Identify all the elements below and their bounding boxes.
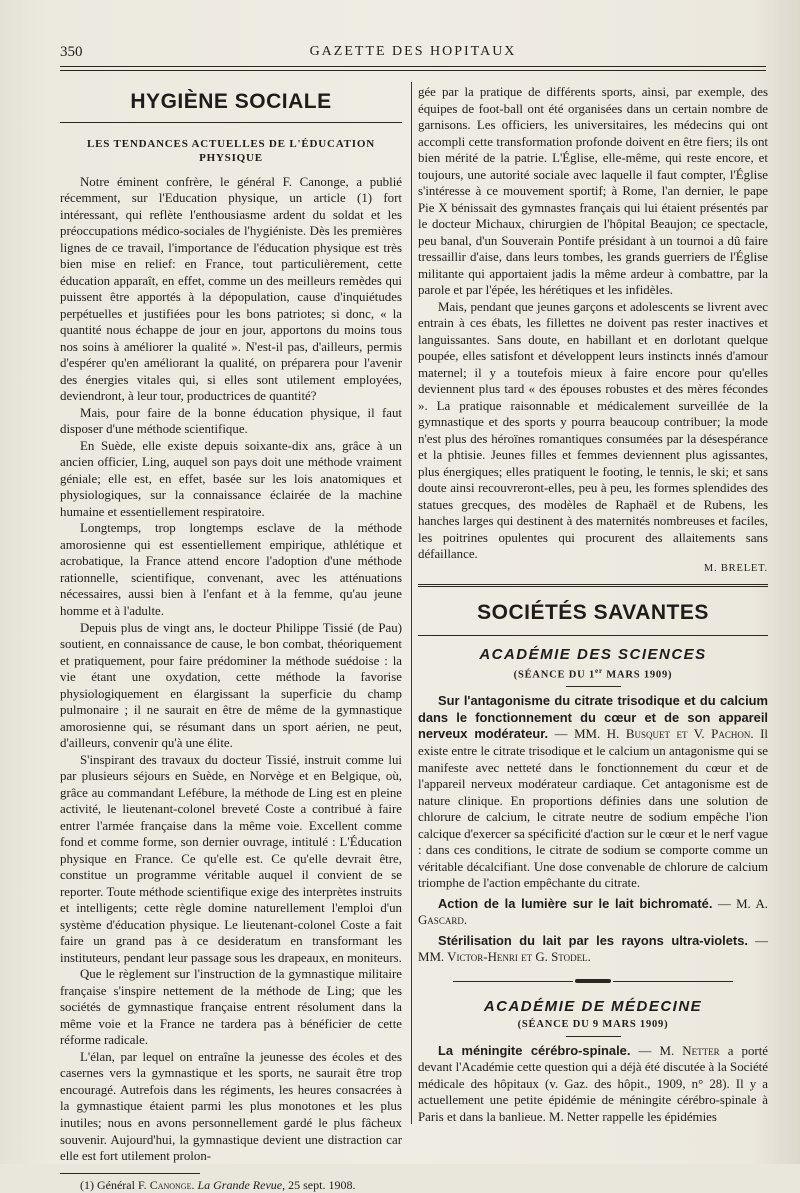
item-title: Action de la lumière sur le lait bichromaté. bbox=[438, 895, 713, 911]
article-title: LES TENDANCES ACTUELLES DE L'ÉDUCATION PHYSIQUE bbox=[87, 138, 375, 165]
item-title: La méningite cérébro-spinale. bbox=[438, 1042, 631, 1058]
item-body: a porté devant l'Académie cette question qui a déjà été discutée à la Société médicale des hôpitaux (v. Gaz. des hôpit., 1909, n° 28). Il y a actuellement une petite épidémie de méningite cérébro-spinale à Paris et dans la banlieue. M. Netter rappelle les épidémies bbox=[418, 1043, 768, 1124]
paragraph: En Suède, elle existe depuis soixante-dix ans, grâce à un ancien officier, Ling, auquel son pays doit une méthode vraiment géniale; elle est, en effet, basée sur les lois anatomiques et physiologiques, sur la connaissance éclairée de la machine humaine et essentiellement respiratoire. bbox=[60, 438, 402, 519]
paragraph: S'inspirant des travaux du docteur Tissié, instruit comme lui par plusieurs séjours en Suède, en Norvège et en Belgique, où, grâce au commandant Lefébure, la méthode de Ling est en pleine activité, le lieutenant-colonel breveté Coste a contribué à faire entrer l'armée française dans la même voie. Excellent comme fond et comme forme, son dernier ouvrage, intitulé : L'Éducation physique en France. Ce qu'elle est. Ce qu'elle devrait être, constitue un programme véritable auquel il convient de se reporter. Toute méthode scientifique exige des interprètes instruits et intelligents; cette règle domine naturellement l'emploi d'un système d'éducation physique. Le lieutenant-colonel Coste a fait faire un grand pas à ce desideratum en transformant les instituteurs, pendant leur passage sous les drapeaux, en moniteurs. bbox=[60, 752, 402, 965]
section-title-rule bbox=[418, 635, 768, 636]
right-column bbox=[418, 84, 768, 1125]
item-body: Il existe entre le citrate trisodique et le calcium un antagonisme qui se manifeste avec netteté dans le fonctionnement du cœur et de l'appareil nerveux modérateur cardiaque. Cet antagonisme est de nature clinique. En proportions définies dans une solution de chlorure de calcium, le citrate neutre de sodium empêche l'ion calcique d'exercer sa spécificité d'action sur le cœur et le nerf vague : dans ces conditions, le citrate de sodium se comporte comme un véritable décalcifiant. Une dose convenable de chlorure de calcium triomphe de l'action empêchante du citrate. bbox=[418, 727, 769, 891]
footnote-source: La Grande Revue bbox=[197, 1177, 283, 1192]
footnote-suffix: , 25 sept. 1908. bbox=[282, 1177, 356, 1192]
footnote-prefix: (1) Général F. bbox=[80, 1177, 150, 1192]
page-header bbox=[60, 40, 766, 66]
paragraph: Depuis plus de vingt ans, le docteur Philippe Tissié (de Pau) soutient, en connaissance de cause, le bon combat, théoriquement et pratiquement, pour faire prédominer la méthode suédoise : la vie étant une oxydation, cette méthode la favorise physiologiquement en élargissant la superficie du champ pulmonaire ; il ne saurait en être de même de la gymnastique amorosienne qui, se résumant dans un sport aérien, ne peut, d'ailleurs, convenir qu'à une élite. bbox=[60, 620, 402, 751]
ornament-divider bbox=[418, 972, 768, 990]
seance-date-pre: (SÉANCE DU 1 bbox=[513, 669, 596, 681]
communication-item bbox=[418, 933, 768, 966]
paragraph: Longtemps, trop longtemps esclave de la méthode amorosienne qui est essentiellement empirique, athlétique et acrobatique, la France attend encore l'adoption d'une méthode rationnelle, scientifique, convenant, avec les atténuations nécessaires, aussi bien à l'enfant et à la femme, qu'au jeune homme et à l'adulte. bbox=[60, 521, 402, 618]
item-title: Sur l'antagonisme du citrate trisodique et du calcium dans le fonctionnement du cœur et de son appareil nerveux modérateur. bbox=[418, 693, 768, 742]
footnote-rule bbox=[60, 1173, 200, 1174]
communication-item bbox=[418, 1043, 768, 1126]
short-rule bbox=[566, 686, 621, 687]
paragraph: L'élan, par lequel on entraîne la jeunesse des écoles et des casernes vers la gymnastique et les sports, ne saurait être trop encouragé. Autrefois dans les régiments, les heures consacrées à la gymnastique étaient parmi les plus monotones et les plus inutiles; nous en avons personnellement gardé le plus fâcheux souvenir. Aujourd'hui, la gymnastique devient une distraction car elle est fort utilement prolon- bbox=[60, 1049, 402, 1164]
journal-title: GAZETTE DES HOPITAUX bbox=[309, 44, 517, 59]
item-title: Stérilisation du lait par les rayons ultra-violets. bbox=[438, 932, 748, 948]
seance-date-sup: er bbox=[595, 666, 603, 675]
item-authors: — M. A. Gascard. bbox=[418, 896, 768, 928]
item-authors: — M. Netter bbox=[630, 1043, 720, 1058]
seance-date-post: MARS 1909) bbox=[602, 669, 673, 681]
seance-date bbox=[418, 667, 768, 681]
footnote-author: Canonge bbox=[149, 1177, 192, 1192]
section-title-rule bbox=[60, 122, 402, 123]
paragraph: Notre éminent confrère, le général F. Canonge, a publié récemment, sur l'Education physique, un article (1) fort intéressant, qui reflète l'enthousiasme ardent du soldat et les préoccupations médico-sociales de l'hygiéniste. Dès les premières lignes de ce travail, l'importance de l'éducation physique est très bien mise en relief: en France, tout particulièrement, cette éducation apparaît, en effet, comme un des meilleurs remèdes qui puissent être apportés à la dépopulation, cause d'inquiétudes perpétuelles et justifiées pour les bons patriotes; si donc, « la quantité nous échappe de jour en jour, apportons du moins tous nos soins à améliorer la qualité ». N'est-il pas, d'ailleurs, permis d'espérer qu'en améliorant la qualité, on préparera pour l'avenir des énergies vitales qui, si elles sont utilement employées, deviendront, à leur tour, productrices de quantité? bbox=[60, 174, 402, 404]
paragraph: Mais, pendant que jeunes garçons et adolescents se livrent avec entrain à ces ébats, les fillettes ne doivent pas rester inactives et languissantes. Sans doute, en habillant et en dorlotant quelque poupée, elles satisfont et développent leurs instincts innés d'amour maternel; il y a toutefois mieux à faire encore pour qu'elles deviennent plus tard « des épouses robustes et des mères fécondes ». La pratique raisonnable et médicalement surveillée de la gymnastique et des sports y pourra beaucoup contribuer; la mode n'est plus des héroïnes romantiques consumées par la désespérance et la phtisie. Jeunes filles et femmes deviennent plus agissantes, plus énergiques; elles pratiquent le footing, le tennis, le ski; et sans doute ainsi recouvreront-elles, peu à peu, les formes splendides des statues grecques, des modèles de Raphaël et de Rubens, les hanches larges qui destinent à des maternités nombreuses et faciles, les poitrines opulentes qui procurent des allaitements sans défaillance. bbox=[418, 299, 768, 562]
academy-medecine-title: ACADÉMIE DE MÉDECINE bbox=[483, 997, 703, 1015]
paragraph: gée par la pratique de différents sports, ainsi, par exemple, des équipes de foot-ball ont été organisées dans un certain nombre de garnisons. Les officiers, les universitaires, les médecins qui ont accompli cette transformation profonde doivent en être fiers; ils ont bien mérité de la patrie. L'Église, elle-même, qui reste encore, et toujours, une autorité sociale avec laquelle il faut compter, l'Église s'intéresse à ce mouvement sportif; à Rome, l'an dernier, le pape Pie X bénissait des gymnastes français qui lui étaient présentés par le docteur Michaux, chirurgien de l'hôpital Beaujon; ce spectacle, peu banal, d'un Souverain Pontife présidant à un tournoi a dû faire tressaillir d'aise, dans leurs tombes, les grands guerriers de l'Église militante qui apportaient jadis la même ardeur à combattre, par la parole et par l'épée, les hérétiques et les infidèles. bbox=[418, 85, 768, 298]
academy-sciences-title: ACADÉMIE DES SCIENCES bbox=[479, 645, 707, 663]
communication-item bbox=[418, 896, 768, 929]
header-rule-2 bbox=[60, 70, 766, 71]
communication-item bbox=[418, 693, 768, 891]
item-authors: — MM. Victor-Henri et G. Stodel. bbox=[418, 933, 768, 965]
left-column bbox=[60, 84, 402, 1193]
section-divider bbox=[418, 584, 768, 587]
section-title-hygiene: HYGIÈNE SOCIALE bbox=[130, 90, 332, 113]
seance-date: (SÉANCE DU 9 MARS 1909) bbox=[517, 1018, 669, 1030]
paragraph: Mais, pour faire de la bonne éducation physique, il faut disposer d'une méthode scientifique. bbox=[60, 405, 402, 437]
footnote: (1) Général F. Canonge. La Grande Revue, 25 sept. 1908. bbox=[80, 1177, 356, 1192]
section-title-societes: SOCIÉTÉS SAVANTES bbox=[477, 600, 709, 624]
item-authors: — MM. H. Busquet et V. Pachon. bbox=[548, 727, 754, 742]
header-rule bbox=[60, 66, 766, 67]
column-divider bbox=[411, 82, 412, 1124]
signature: M. BRELET. bbox=[703, 562, 768, 574]
short-rule bbox=[566, 1036, 621, 1037]
page-number: 350 bbox=[60, 44, 83, 60]
paragraph: Que le règlement sur l'instruction de la gymnastique militaire française s'inspire nettement de la méthode de Ling; que les sociétés de gymnastique française entrent résolument dans la même voie et la France ne tardera pas à bénéficier de cette réforme radicale. bbox=[60, 967, 402, 1048]
